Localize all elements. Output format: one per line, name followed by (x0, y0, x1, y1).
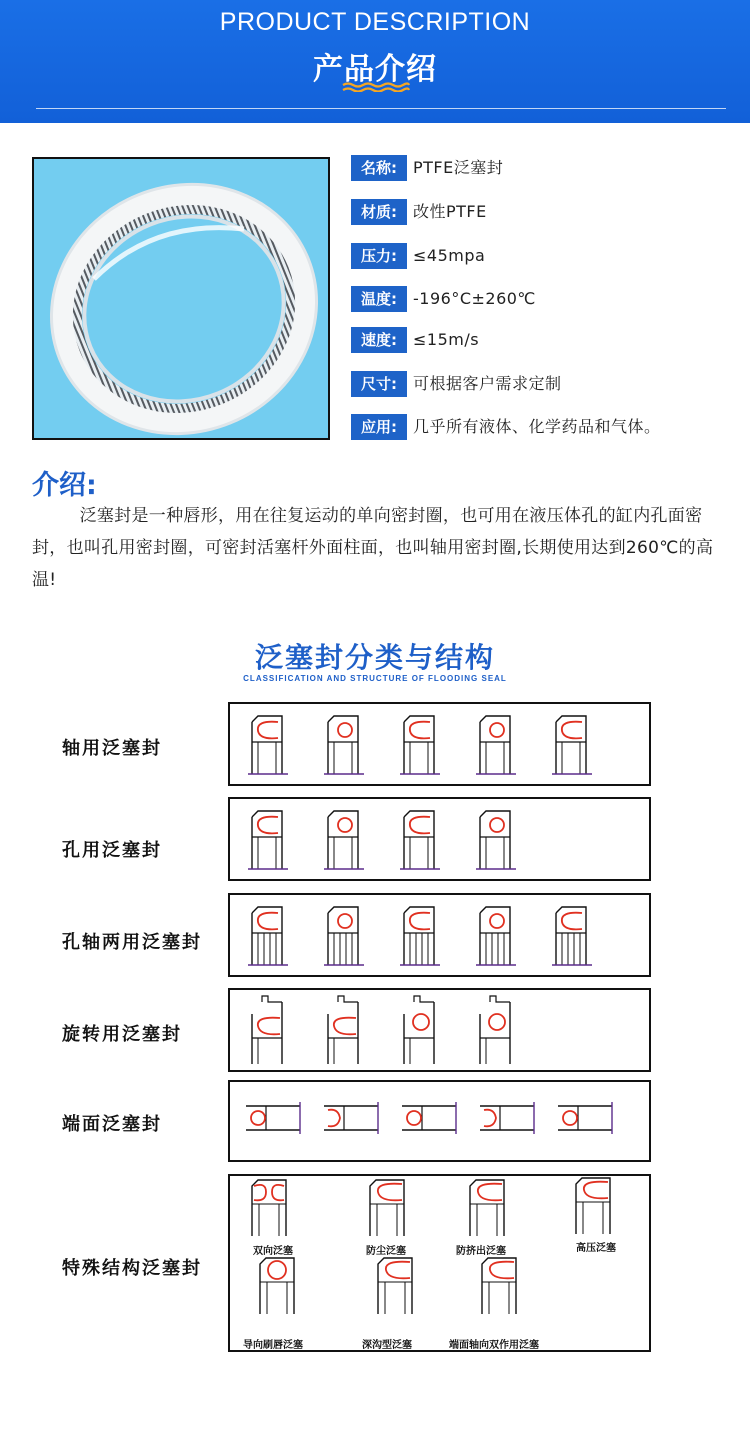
seal-diagram (248, 811, 288, 869)
seal-diagram (252, 1180, 286, 1236)
spec-row-material (351, 199, 741, 225)
seal-diagram (480, 996, 510, 1064)
seal-diagram (476, 811, 516, 869)
spec-value: -196°C±260℃ (413, 289, 536, 308)
spec-value: 改性PTFE (413, 202, 487, 221)
category-dual-seal-box (228, 893, 651, 977)
special-caption: 端面轴向双作用泛塞 (449, 1340, 539, 1351)
spec-row-temperature (351, 286, 741, 312)
header-title-en: PRODUCT DESCRIPTION (219, 8, 531, 36)
special-caption: 防尘泛塞 (366, 1246, 406, 1257)
ptfe-seal-ring-icon (34, 159, 328, 438)
seal-diagram (324, 811, 364, 869)
seal-diagram (260, 1258, 294, 1314)
special-caption: 导向刷唇泛塞 (243, 1340, 303, 1351)
header-title-cn: 产品介绍 (313, 52, 437, 87)
spec-row-size (351, 371, 741, 397)
category-rotary-seal-box (228, 988, 651, 1072)
special-seal-diagrams-icon (230, 1176, 649, 1350)
seal-diagram (576, 1178, 610, 1234)
spec-row-application (351, 414, 741, 440)
classification-title: 泛塞封分类与结构 (254, 641, 495, 674)
rotary-seal-diagrams-icon (230, 990, 649, 1070)
seal-diagram (482, 1258, 516, 1314)
seal-diagram (252, 996, 282, 1064)
spec-label: 尺寸: (351, 371, 407, 397)
product-photo (32, 157, 330, 440)
wave-decoration-icon (341, 82, 411, 92)
spec-label: 速度: (351, 327, 407, 353)
seal-diagram (324, 716, 364, 774)
category-hole-seal-box (228, 797, 651, 881)
category-label: 轴用泛塞封 (62, 738, 162, 759)
category-label: 旋转用泛塞封 (62, 1024, 182, 1045)
category-label: 孔轴两用泛塞封 (62, 932, 202, 953)
seal-diagram (470, 1180, 504, 1236)
seal-diagram (328, 996, 358, 1064)
seal-diagram (400, 907, 440, 965)
spec-label: 温度: (351, 286, 407, 312)
special-caption: 防挤出泛塞 (456, 1246, 506, 1257)
face-seal-diagrams-icon (230, 1082, 649, 1160)
seal-diagram (400, 811, 440, 869)
seal-diagram (324, 1102, 378, 1134)
seal-diagram (402, 1102, 456, 1134)
intro-title: 介绍: (32, 470, 97, 501)
category-label: 特殊结构泛塞封 (62, 1258, 202, 1279)
spec-value: PTFE泛塞封 (413, 158, 504, 177)
classification-subtitle: CLASSIFICATION AND STRUCTURE OF FLOODING SEAL (243, 674, 507, 683)
spec-value: ≤45mpa (413, 246, 486, 265)
spec-label: 应用: (351, 414, 407, 440)
shaft-seal-diagrams-icon (230, 704, 649, 784)
special-caption: 深沟型泛塞 (362, 1340, 412, 1351)
seal-diagram (558, 1102, 612, 1134)
seal-diagram (476, 716, 516, 774)
hole-seal-diagrams-icon (230, 799, 649, 879)
seal-diagram (476, 907, 516, 965)
spec-label: 名称: (351, 155, 407, 181)
seal-diagram (248, 716, 288, 774)
seal-diagram (552, 907, 592, 965)
intro-body: 泛塞封是一种唇形，用在往复运动的单向密封圈，也可用在液压体孔的缸内孔面密封，也叫孔用密封圈，可密封活塞杆外面柱面，也叫轴用密封圈,长期使用达到260℃的高温! (32, 506, 714, 590)
spec-row-name (351, 155, 741, 181)
spec-row-pressure (351, 243, 741, 269)
seal-diagram (246, 1102, 300, 1134)
category-label: 孔用泛塞封 (62, 840, 162, 861)
seal-diagram (324, 907, 364, 965)
spec-value: 几乎所有液体、化学药品和气体。 (413, 417, 661, 436)
category-face-seal-box (228, 1080, 651, 1162)
category-label: 端面泛塞封 (62, 1114, 162, 1135)
spec-value: 可根据客户需求定制 (413, 374, 562, 393)
seal-diagram (248, 907, 288, 965)
seal-diagram (552, 716, 592, 774)
special-caption: 双向泛塞 (253, 1246, 293, 1257)
category-special-seal-box (228, 1174, 651, 1352)
seal-diagram (378, 1258, 412, 1314)
header-divider (36, 108, 726, 109)
spec-label: 压力: (351, 243, 407, 269)
seal-diagram (404, 996, 434, 1064)
dual-seal-diagrams-icon (230, 895, 649, 975)
header-banner (0, 0, 750, 123)
seal-diagram (370, 1180, 404, 1236)
seal-diagram (480, 1102, 534, 1134)
category-shaft-seal-box (228, 702, 651, 786)
seal-diagram (400, 716, 440, 774)
spec-value: ≤15m/s (413, 330, 480, 349)
special-caption: 高压泛塞 (576, 1243, 616, 1254)
spec-row-speed (351, 327, 741, 353)
spec-label: 材质: (351, 199, 407, 225)
